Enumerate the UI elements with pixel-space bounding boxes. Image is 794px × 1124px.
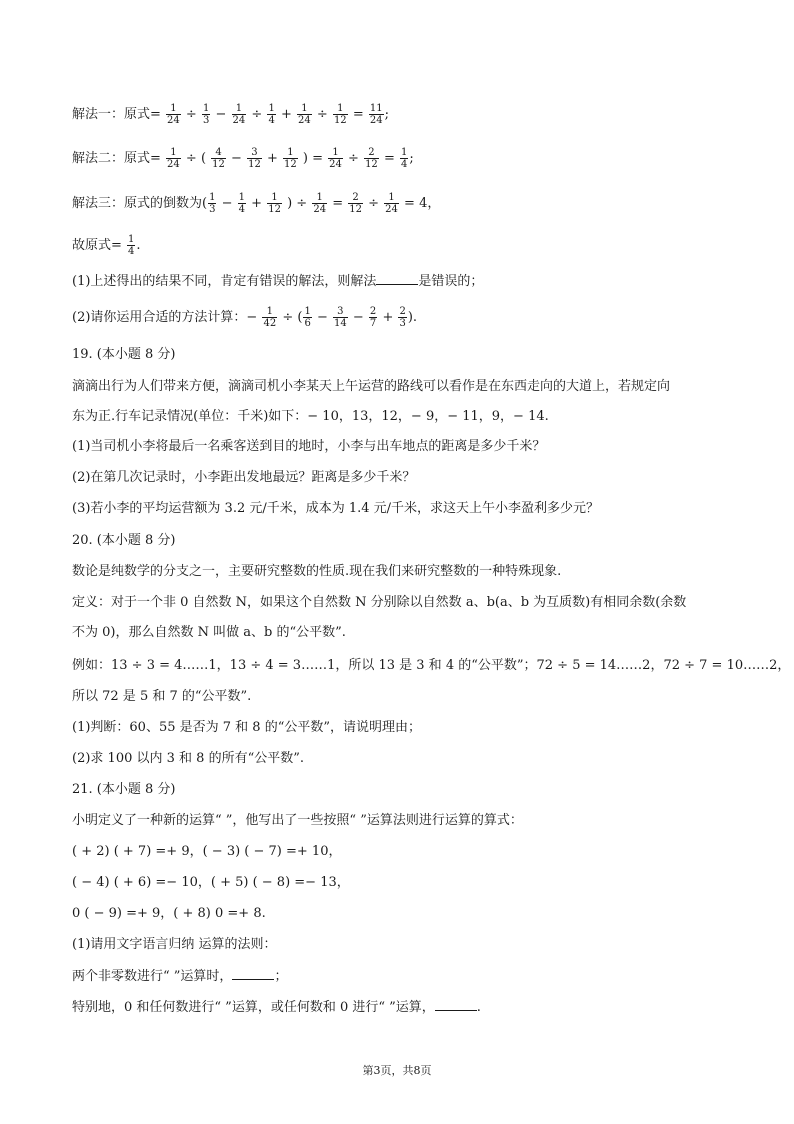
fraction: $\frac{1}{42}$ xyxy=(263,306,277,329)
question-21-title: 21. (本小题 8 分) xyxy=(72,782,176,797)
answer-blank xyxy=(435,998,477,1011)
question-21-rule-b: 特别地，0 和任何数进行“ ”运算，或任何数和 0 进行“ ”运算， . xyxy=(72,1000,481,1015)
question-19-paragraph: 滴滴出行为人们带来方便，滴滴司机小李某天上午运营的路线可以看作是在东西走向的大道上，若规定向 xyxy=(72,379,671,394)
fraction: $\frac{1}{3}$ xyxy=(209,192,216,215)
fraction: $\frac{1}{4}$ xyxy=(268,103,275,126)
question-21-part-1: (1)请用文字语言归纳 运算的法则： xyxy=(72,937,277,952)
question-19-part-1: (1)当司机小李将最后一名乘客送到目的地时，小李与出车地点的距离是多少千米？ xyxy=(72,439,546,454)
question-21-equation: ( − 4) ( + 6) =− 10，( + 5) ( − 8) =− 13， xyxy=(72,875,350,890)
fraction: $\frac{4}{12}$ xyxy=(212,147,225,170)
question-20-paragraph: 数论是纯数学的分支之一，主要研究整数的性质.现在我们来研究整数的一种特殊现象. xyxy=(72,564,562,579)
solution-2: 解法二：原式= $\frac{1}{24}$ ÷ ( $\frac{4}{12}$ − $\frac{3}{12}$ + $\frac{1}{12}$ ) = $\frac{1}{24}$ ÷ $\frac{2}{12}$ = $\frac{1}{4}$ ; xyxy=(72,147,414,170)
fraction: $\frac{1}{4}$ xyxy=(400,147,408,170)
fraction: $\frac{3}{12}$ xyxy=(248,147,261,170)
question-19-part-3: (3)若小李的平均运营额为 3.2 元/千米，成本为 1.4 元/千米，求这天上午小李盈利多少元？ xyxy=(72,501,600,516)
fraction: $\frac{2}{12}$ xyxy=(365,147,378,170)
fraction: $\frac{1}{3}$ xyxy=(202,103,210,126)
fraction: $\frac{2}{3}$ xyxy=(399,306,406,329)
question-21-equation: ( + 2) ( + 7) =+ 9，( − 3) ( − 7) =+ 10， xyxy=(72,844,342,859)
solution-1: 解法一：原式= $\frac{1}{24}$ ÷ $\frac{1}{3}$ − $\frac{1}{24}$ ÷ $\frac{1}{4}$ + $\frac{1}{24}$ ÷ $\frac{1}{12}$ = $\frac{11}{24}$ ; xyxy=(72,103,389,126)
fraction: $\frac{2}{7}$ xyxy=(369,306,377,329)
solution-3: 解法三：原式的倒数为( $\frac{1}{3}$ − $\frac{1}{4}$ + $\frac{1}{12}$ ) ÷ $\frac{1}{24}$ = $\frac{2}{12}$ ÷ $\frac{1}{24}$ = 4， xyxy=(72,192,441,215)
fraction: $\frac{1}{24}$ xyxy=(385,192,398,215)
question-20-paragraph: 定义：对于一个非 0 自然数 N，如果这个自然数 N 分别除以自然数 a、b(a、b 为互质数)有相同余数(余数 xyxy=(72,595,687,610)
fraction: $\frac{1}{24}$ xyxy=(167,103,180,126)
fraction: $\frac{1}{12}$ xyxy=(333,103,347,126)
fraction: $\frac{1}{12}$ xyxy=(284,147,297,170)
fraction: $\frac{1}{24}$ xyxy=(329,147,342,170)
question-21-paragraph: 小明定义了一种新的运算“ ”，他写出了一些按照“ ”运算法则进行运算的算式： xyxy=(72,813,523,828)
question-20-part-2: (2)求 100 以内 3 和 8 的所有“公平数”. xyxy=(72,751,304,766)
fraction: $\frac{1}{24}$ xyxy=(167,147,180,170)
solution-1-prefix: 解法一：原式= xyxy=(72,107,161,122)
question-20-title: 20. (本小题 8 分) xyxy=(72,533,176,548)
fraction: $\frac{1}{6}$ xyxy=(304,306,311,329)
question-18-part-1: (1)上述得出的结果不同，肯定有错误的解法，则解法 是错误的； xyxy=(72,274,484,289)
question-20-example: 例如：13 ÷ 3 = 4……1，13 ÷ 4 = 3……1，所以 13 是 3 和 4 的“公平数”；72 ÷ 5 = 14……2，72 ÷ 7 = 10……2， xyxy=(72,658,791,673)
fraction: $\frac{3}{14}$ xyxy=(334,306,347,329)
page-number: 第3页，共8页 xyxy=(362,1064,432,1077)
question-21-rule-a: 两个非零数进行“ ”运算时， ； xyxy=(72,969,288,984)
question-19-title: 19. (本小题 8 分) xyxy=(72,347,176,362)
question-20-part-1: (1)判断：60、55 是否为 7 和 8 的“公平数”，请说明理由； xyxy=(72,720,421,735)
fraction: $\frac{2}{12}$ xyxy=(349,192,362,215)
fraction: $\frac{1}{24}$ xyxy=(298,103,311,126)
question-21-equation: 0 ( − 9) =+ 9，( + 8) 0 =+ 8. xyxy=(72,906,266,921)
fraction: $\frac{1}{4}$ xyxy=(128,234,135,257)
answer-blank xyxy=(376,272,418,285)
fraction: $\frac{11}{24}$ xyxy=(369,103,383,126)
question-20-paragraph: 不为 0)，那么自然数 N 叫做 a、b 的“公平数”. xyxy=(72,625,346,640)
answer-blank xyxy=(232,967,274,980)
question-20-example: 所以 72 是 5 和 7 的“公平数”. xyxy=(72,689,252,704)
question-19-paragraph: 东为正.行车记录情况(单位：千米)如下：− 10，13，12，− 9，− 11，9，− 14. xyxy=(72,409,549,424)
fraction: $\frac{1}{12}$ xyxy=(268,192,281,215)
conclusion: 故原式= $\frac{1}{4}$ . xyxy=(72,234,141,257)
question-18-part-2: (2)请你运用合适的方法计算：− $\frac{1}{42}$ ÷ ( $\frac{1}{6}$ − $\frac{3}{14}$ − $\frac{2}{7}$ + $\frac{2}{3}$ ). xyxy=(72,306,418,329)
fraction: $\frac{1}{4}$ xyxy=(238,192,246,215)
question-19-part-2: (2)在第几次记录时，小李距出发地最远？距离是多少千米？ xyxy=(72,470,416,485)
fraction: $\frac{1}{24}$ xyxy=(232,103,246,126)
fraction: $\frac{1}{24}$ xyxy=(313,192,327,215)
